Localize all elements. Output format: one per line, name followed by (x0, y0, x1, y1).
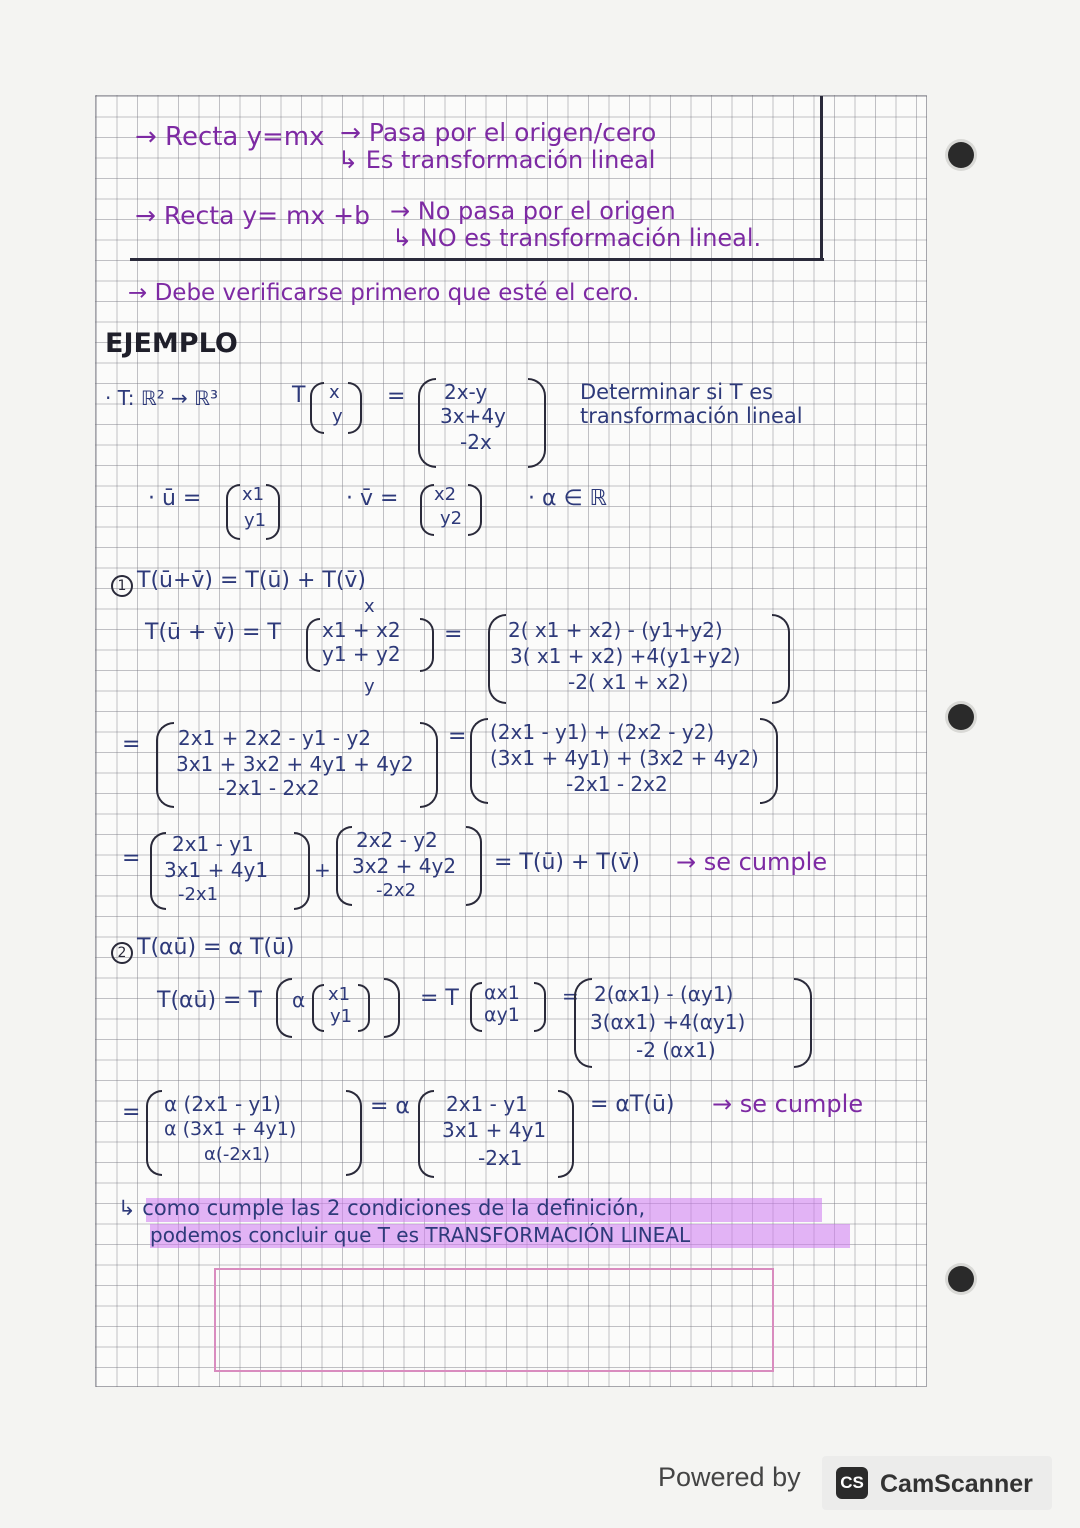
def-r2: 3x+4y (440, 404, 506, 428)
paren (336, 826, 352, 906)
paren (226, 484, 240, 540)
paren (470, 718, 488, 804)
s3-plus: + (314, 858, 331, 882)
s2-r3: -2x1 - 2x2 (218, 776, 320, 800)
u-r1: x1 (242, 484, 265, 505)
paren (794, 978, 812, 1068)
s4-r2: y1 (330, 1006, 353, 1027)
u-label: · ū = (148, 486, 202, 511)
alpha-def: · α ∈ ℝ (528, 486, 608, 511)
binder-hole (948, 142, 974, 168)
recta2-sub: ↳ NO es transformación lineal. (392, 224, 762, 252)
ejemplo-heading: EJEMPLO (105, 328, 238, 359)
paren (146, 1090, 162, 1176)
s1-x: x (364, 596, 375, 617)
paren (312, 984, 324, 1032)
s2-r2: 3x1 + 3x2 + 4y1 + 4y2 (176, 752, 414, 776)
s2-eq2: = (448, 724, 467, 749)
def-eq: = (387, 384, 406, 409)
s5-o2: 3x1 + 4y1 (442, 1118, 547, 1142)
paren (420, 484, 434, 536)
paren (558, 1090, 574, 1178)
s1-r2: y1 + y2 (322, 642, 401, 666)
s5-o3: -2x1 (478, 1146, 523, 1170)
u-r2: y1 (244, 510, 267, 531)
s1-lhs: T(ū + v̄) = T (145, 620, 281, 645)
s4-m1: αx1 (484, 982, 520, 1004)
paren (420, 618, 434, 672)
s3-b2: 3x2 + 4y2 (352, 854, 457, 878)
recta2-label: → Recta y= mx +b (135, 201, 370, 230)
paren (276, 978, 292, 1038)
s4-o1: 2(αx1) - (αy1) (594, 982, 734, 1006)
paren (310, 382, 324, 434)
s1-o2: 3( x1 + x2) +4(y1+y2) (510, 644, 741, 668)
paren (156, 722, 174, 808)
paren (420, 722, 438, 808)
paren (488, 614, 506, 704)
conclusion-line1: ↳ como cumple las 2 condiciones de la definición, (118, 1196, 646, 1220)
s5-r3: α(-2x1) (204, 1144, 270, 1165)
s3-a2: 3x1 + 4y1 (164, 858, 269, 882)
s5-o1: 2x1 - y1 (446, 1092, 528, 1116)
binder-hole (948, 704, 974, 730)
s4-o3: -2 (αx1) (636, 1038, 716, 1062)
box-bottom-border (130, 258, 824, 261)
paren (306, 618, 320, 672)
s2-r1: 2x1 + 2x2 - y1 - y2 (178, 726, 372, 750)
cond1-title: T(ū+v̄) = T(ū) + T(v̄) (137, 568, 367, 593)
conclusion-line2: podemos concluir que T es TRANSFORMACIÓN LINEAL (150, 1223, 691, 1247)
paren (760, 718, 778, 804)
paren (384, 978, 400, 1038)
paren (346, 1090, 362, 1176)
empty-frame (214, 1268, 774, 1372)
recta1-label: → Recta y=mx (135, 122, 325, 152)
v-r1: x2 (434, 484, 457, 505)
s2-eq: = (122, 732, 141, 757)
s2-o1: (2x1 - y1) + (2x2 - y2) (490, 720, 715, 744)
s2-o2: (3x1 + 4y1) + (3x2 + 4y2) (490, 746, 759, 770)
s5-result: = αT(ū) (590, 1092, 675, 1117)
s3-se-cumple: → se cumple (676, 848, 828, 876)
def-T: T (292, 383, 306, 408)
paren (418, 378, 436, 468)
s1-o3: -2( x1 + x2) (568, 670, 689, 694)
s3-b3: -2x2 (376, 880, 417, 901)
cond2-title: T(αū) = α T(ū) (137, 935, 295, 960)
paren (468, 484, 482, 536)
def-map: · T: ℝ² → ℝ³ (105, 386, 219, 410)
s5-r1: α (2x1 - y1) (164, 1092, 281, 1116)
s2-o3: -2x1 - 2x2 (566, 772, 668, 796)
paren (470, 982, 482, 1032)
s3-b1: 2x2 - y2 (356, 828, 438, 852)
def-x: x (329, 382, 340, 403)
v-r2: y2 (440, 508, 463, 529)
recta2-arrow: → No pasa por el origen (390, 197, 676, 225)
recta1-sub: ↳ Es transformación lineal (338, 146, 656, 174)
powered-by-label: Powered by (658, 1462, 801, 1492)
recta1-arrow: → Pasa por el origen/cero (340, 118, 657, 147)
cond2-number: 2 (111, 942, 133, 964)
def-task1: Determinar si T es (580, 380, 774, 404)
s3-result: = T(ū) + T(v̄) (494, 850, 641, 875)
s4-lhs: T(αū) = T (157, 988, 262, 1013)
s4-m2: αy1 (484, 1004, 520, 1026)
binder-hole (948, 1266, 974, 1292)
s1-r1: x1 + x2 (322, 618, 401, 642)
v-label: · v̄ = (346, 486, 399, 511)
paren (348, 382, 362, 434)
s4-alpha: α (292, 988, 306, 1012)
paren (466, 826, 482, 906)
box-right-border (820, 96, 823, 258)
def-r3: -2x (460, 430, 492, 454)
def-task2: transformación lineal (580, 404, 803, 428)
s4-eq: = (562, 984, 579, 1008)
s1-y: y (364, 676, 375, 697)
def-y: y (332, 406, 343, 427)
paren (294, 832, 310, 910)
paren (418, 1090, 434, 1178)
s5-r2: α (3x1 + 4y1) (164, 1118, 297, 1140)
s3-a1: 2x1 - y1 (172, 832, 254, 856)
paren (534, 982, 546, 1032)
s4-r1: x1 (328, 984, 351, 1005)
s1-o1: 2( x1 + x2) - (y1+y2) (508, 618, 723, 642)
s5-se-cumple: → se cumple (712, 1090, 864, 1118)
s5-eq: = (122, 1100, 141, 1125)
paren (358, 984, 370, 1032)
s4-eqT: = T (420, 986, 459, 1011)
paren (266, 484, 280, 540)
camscanner-logo-icon: CS (836, 1467, 868, 1499)
verify-note: → Debe verificarse primero que esté el cero. (128, 280, 640, 306)
s5-eqa: = α (370, 1094, 410, 1119)
camscanner-name: CamScanner (880, 1470, 1033, 1498)
s1-eq: = (444, 622, 463, 647)
paren (528, 378, 546, 468)
def-r1: 2x-y (444, 380, 488, 404)
paren (772, 614, 790, 704)
s4-o2: 3(αx1) +4(αy1) (590, 1010, 746, 1034)
cond1-number: 1 (111, 575, 133, 597)
s3-a3: -2x1 (178, 884, 219, 905)
s3-eq: = (122, 846, 141, 871)
